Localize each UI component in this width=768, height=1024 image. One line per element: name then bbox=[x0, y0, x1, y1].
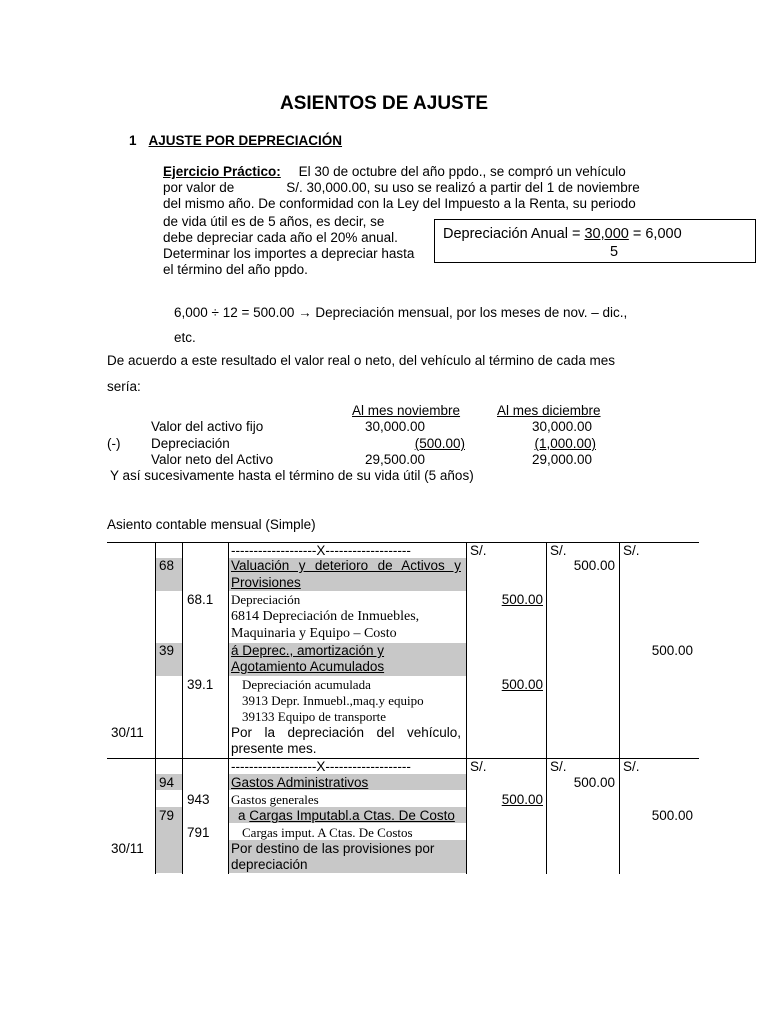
entry1-acc-681-d2: 6814 Depreciación de Inmuebles, bbox=[231, 609, 420, 624]
entry1-total-amount: 500.00 bbox=[651, 643, 693, 658]
row-nov-2: (500.00) bbox=[414, 436, 465, 451]
entry1-gloss1: Por la depreciación del vehículo, bbox=[231, 725, 461, 740]
value-table-footer: Y así sucesivamente hasta el término de su vida útil (5 años) bbox=[110, 468, 474, 483]
entry1-gloss2: presente mes. bbox=[231, 741, 317, 756]
entry1-debit-amount-391: 500.00 bbox=[501, 677, 543, 692]
formula-box bbox=[434, 219, 756, 263]
result-line-2: sería: bbox=[107, 379, 141, 394]
entry1-acc-681-d3: Maquinaria y Equipo – Costo bbox=[231, 626, 397, 641]
formula-label: Depreciación Anual = bbox=[443, 226, 585, 242]
entry1-separator: -------------------X------------------- bbox=[231, 543, 411, 558]
entry2-gloss2: depreciación bbox=[231, 857, 308, 872]
entry2-total-amount: 500.00 bbox=[651, 808, 693, 823]
entry2-acc-94: 94 bbox=[159, 775, 175, 790]
row-dic-3: 29,000.00 bbox=[531, 452, 592, 467]
entry2-currency-total: S/. bbox=[623, 759, 640, 774]
col-rule-6 bbox=[619, 542, 620, 874]
exercise-line-2 bbox=[163, 180, 640, 195]
entry2-acc-94-desc: Gastos Administrativos bbox=[231, 775, 369, 790]
entry1-currency-credit: S/. bbox=[550, 543, 567, 558]
exercise-label: Ejercicio Práctico: bbox=[163, 164, 281, 179]
entry1-acc-39: 39 bbox=[159, 643, 175, 658]
entry2-separator: -------------------X------------------- bbox=[231, 759, 411, 774]
entry1-debit-amount-681: 500.00 bbox=[501, 592, 543, 607]
exercise-line-3: del mismo año. De conformidad con la Ley del Impuesto a la Renta, su periodo bbox=[163, 196, 636, 211]
entry2-currency-credit: S/. bbox=[550, 759, 567, 774]
exercise-line-6: Determinar los importes a depreciar hasta bbox=[163, 246, 415, 261]
formula-line bbox=[443, 226, 682, 242]
row-nov-3: 29,500.00 bbox=[364, 452, 425, 467]
entry1-acc-391-d3: 39133 Equipo de transporte bbox=[242, 709, 387, 724]
entry1-currency-total: S/. bbox=[623, 543, 640, 558]
entry2-acc-79: 79 bbox=[159, 808, 175, 823]
entry1-acc-681: 68.1 bbox=[187, 592, 214, 607]
header-dic: Al mes diciembre bbox=[497, 403, 601, 418]
entry2-date: 30/11 bbox=[111, 841, 144, 856]
row-sign-2: (-) bbox=[107, 436, 121, 451]
col-rule-5 bbox=[546, 542, 547, 874]
col-rule-2 bbox=[182, 542, 183, 874]
exercise-line-7: el término del año ppdo. bbox=[163, 262, 308, 277]
exercise-line-4: de vida útil es de 5 años, es decir, se bbox=[163, 214, 385, 229]
entry2-acc-943: 943 bbox=[187, 792, 210, 807]
exercise-line-1 bbox=[163, 164, 626, 179]
section-heading bbox=[129, 133, 342, 148]
row-label-3: Valor neto del Activo bbox=[151, 452, 274, 467]
row-dic-1: 30,000.00 bbox=[531, 419, 592, 434]
entry1-acc-391-d1: Depreciación acumulada bbox=[242, 677, 371, 692]
header-nov: Al mes noviembre bbox=[352, 403, 461, 418]
monthly-calc-cont: etc. bbox=[174, 330, 196, 345]
entry2-acc-791-desc: Cargas imput. A Ctas. De Costos bbox=[242, 825, 413, 840]
entry2-acc-943-desc: Gastos generales bbox=[231, 792, 319, 807]
exercise-text-1: El 30 de octubre del año ppdo., se compró un vehículo bbox=[298, 164, 626, 179]
entry1-acc-39-desc2: Agotamiento Acumulados bbox=[231, 659, 385, 674]
entry1-currency-debit: S/. bbox=[470, 543, 487, 558]
entry2-credit-amount: 500.00 bbox=[573, 775, 615, 790]
entry2-currency-debit: S/. bbox=[470, 759, 487, 774]
entry1-acc-391: 39.1 bbox=[187, 677, 214, 692]
row-nov-1: 30,000.00 bbox=[364, 419, 425, 434]
ledger-title: Asiento contable mensual (Simple) bbox=[107, 517, 316, 532]
entry2-acc-791: 791 bbox=[187, 825, 210, 840]
col-rule-4 bbox=[466, 542, 467, 874]
section-number: 1 bbox=[129, 133, 137, 148]
exercise-line-5: debe depreciar cada año el 20% anual. bbox=[163, 230, 398, 245]
exercise-text-2b: S/. 30,000.00, su uso se realizó a partir del 1 de noviembre bbox=[286, 180, 640, 195]
entry1-acc-391-d2: 3913 Depr. Inmuebl.,maq.y equipo bbox=[242, 693, 424, 708]
entry1-date: 30/11 bbox=[111, 725, 144, 740]
row-label-2: Depreciación bbox=[151, 436, 230, 451]
formula-numerator: 30,000 bbox=[584, 226, 629, 242]
row-label-1: Valor del activo fijo bbox=[151, 419, 264, 434]
entry2-debit-amount: 500.00 bbox=[501, 792, 543, 807]
entry2-gloss1: Por destino de las provisiones por bbox=[231, 841, 435, 856]
entry2-acc-79-line bbox=[238, 808, 455, 823]
formula-denominator: 5 bbox=[610, 244, 619, 260]
col-rule-1 bbox=[155, 542, 156, 874]
exercise-text-2a: por valor de bbox=[163, 180, 235, 195]
formula-result: = 6,000 bbox=[628, 226, 682, 242]
monthly-calc: 6,000 ÷ 12 = 500.00 → Depreciación mensual, por los meses de nov. – dic., bbox=[174, 305, 628, 320]
entry2-acc-79-prefix: a bbox=[238, 808, 246, 823]
entry1-acc-68-desc1: Valuación y deterioro de Activos y bbox=[231, 558, 461, 573]
section-title: AJUSTE POR DEPRECIACIÓN bbox=[148, 133, 343, 148]
entry1-acc-68: 68 bbox=[159, 558, 175, 573]
entry1-acc-39-desc1: á Deprec., amortización y bbox=[231, 643, 385, 658]
entry1-credit-amount: 500.00 bbox=[573, 558, 615, 573]
result-line-1: De acuerdo a este resultado el valor real o neto, del vehículo al término de cada mes bbox=[107, 353, 616, 368]
page-title: ASIENTOS DE AJUSTE bbox=[280, 93, 488, 114]
col-rule-3 bbox=[228, 542, 229, 874]
entry1-acc-68-desc2: Provisiones bbox=[231, 575, 301, 590]
row-dic-2: (1,000.00) bbox=[534, 436, 596, 451]
entry2-acc-79-desc: Cargas Imputabl.a Ctas. De Costo bbox=[249, 808, 455, 823]
entry1-acc-681-d1: Depreciación bbox=[231, 592, 301, 607]
